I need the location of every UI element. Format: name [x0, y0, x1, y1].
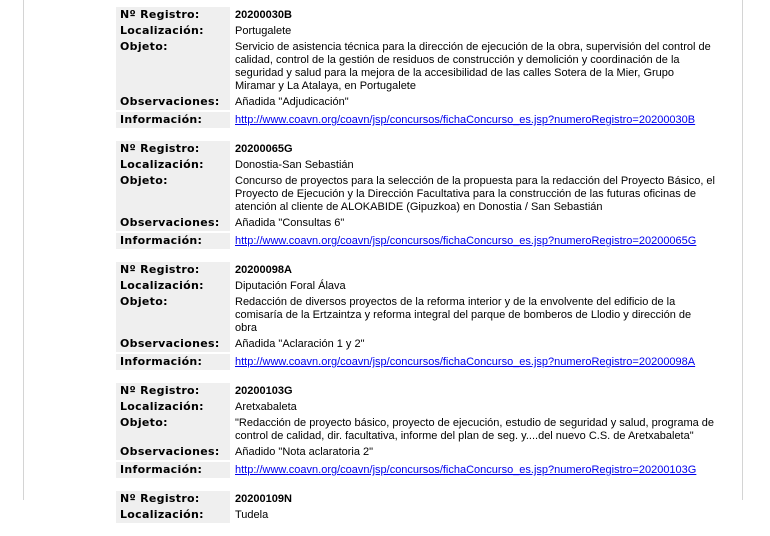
label-localizacion: Localización: — [116, 278, 230, 294]
record-row-objeto — [116, 39, 716, 94]
value-localizacion: Aretxabaleta — [235, 401, 297, 413]
label-informacion: Información: — [116, 462, 230, 478]
label-objeto: Objeto: — [116, 294, 230, 336]
label-registro: Nº Registro: — [116, 383, 230, 399]
value-informacion — [230, 112, 716, 128]
value-localizacion: Portugalete — [235, 25, 292, 37]
value-observaciones: Añadida "Aclaración 1 y 2" — [235, 338, 365, 350]
value-registro: 20200030B — [235, 9, 292, 21]
value-objeto: Servicio de asistencia técnica para la dirección de ejecución de la obra, supervisión del control de calidad, control de la gestión de residuos de construcción y demolición y coordinación de la seguridad y salud para la mejora de la accesibilidad de las calles Sotera de la Mier, Grupo Miramar y La Atalaya, en Portugalete — [235, 41, 711, 92]
label-objeto: Objeto: — [116, 415, 230, 444]
record-row-observaciones — [116, 215, 716, 231]
records-list — [116, 7, 716, 536]
record-row-objeto — [116, 415, 716, 444]
info-link[interactable]: http://www.coavn.org/coavn/jsp/concursos/fichaConcurso_es.jsp?numeroRegistro=20200065G — [235, 235, 697, 247]
record-row-localizacion — [116, 399, 716, 415]
value-objeto: Redacción de diversos proyectos de la reforma interior y de la envolvente del edificio de la comisaría de la Ertzaintza y reforma integral del parque de bomberos de Llodio y dirección de obra — [235, 296, 692, 334]
record-row-objeto — [116, 294, 716, 336]
label-informacion: Información: — [116, 112, 230, 128]
value-observaciones: Añadida "Consultas 6" — [235, 217, 345, 229]
record-item — [116, 141, 716, 249]
value-localizacion: Diputación Foral Álava — [235, 280, 346, 292]
record-row-informacion — [116, 233, 716, 249]
label-observaciones: Observaciones: — [116, 94, 230, 110]
label-informacion: Información: — [116, 354, 230, 370]
record-row-localizacion — [116, 23, 716, 39]
value-observaciones: Añadido "Nota aclaratoria 2" — [235, 446, 374, 458]
value-informacion — [230, 233, 716, 249]
label-observaciones: Observaciones: — [116, 444, 230, 460]
label-registro: Nº Registro: — [116, 141, 230, 157]
record-item — [116, 491, 716, 523]
record-row-objeto — [116, 173, 716, 215]
value-informacion — [230, 354, 716, 370]
value-registro: 20200065G — [235, 143, 293, 155]
value-localizacion: Donostia-San Sebastián — [235, 159, 354, 171]
record-item — [116, 7, 716, 128]
record-row-informacion — [116, 112, 716, 128]
value-informacion — [230, 462, 716, 478]
page-container — [23, 0, 743, 521]
label-observaciones: Observaciones: — [116, 215, 230, 231]
record-row-registro — [116, 141, 716, 157]
label-registro: Nº Registro: — [116, 7, 230, 23]
value-localizacion: Tudela — [235, 509, 269, 521]
label-localizacion: Localización: — [116, 23, 230, 39]
label-localizacion: Localización: — [116, 507, 230, 523]
record-item — [116, 383, 716, 478]
label-localizacion: Localización: — [116, 399, 230, 415]
record-item — [116, 262, 716, 370]
record-row-localizacion — [116, 507, 716, 523]
label-objeto: Objeto: — [116, 173, 230, 215]
record-row-observaciones — [116, 94, 716, 110]
record-row-localizacion — [116, 278, 716, 294]
record-row-observaciones — [116, 336, 716, 352]
record-row-registro — [116, 491, 716, 507]
record-row-registro — [116, 262, 716, 278]
record-row-observaciones — [116, 444, 716, 460]
value-objeto: Concurso de proyectos para la selección de la propuesta para la redacción del Proyecto Básico, el Proyecto de Ejecución y la Dirección Facultativa para la construcción de las futuras oficinas de atención al cliente de ALOKABIDE (Gipuzkoa) en Donostia / San Sebastián — [235, 175, 715, 213]
value-observaciones: Añadida "Adjudicación" — [235, 96, 349, 108]
label-informacion: Información: — [116, 233, 230, 249]
value-registro: 20200109N — [235, 493, 292, 505]
info-link[interactable]: http://www.coavn.org/coavn/jsp/concursos/fichaConcurso_es.jsp?numeroRegistro=20200030B — [235, 114, 696, 126]
label-localizacion: Localización: — [116, 157, 230, 173]
record-row-localizacion — [116, 157, 716, 173]
value-registro: 20200103G — [235, 385, 293, 397]
label-registro: Nº Registro: — [116, 491, 230, 507]
record-row-registro — [116, 7, 716, 23]
value-registro: 20200098A — [235, 264, 292, 276]
info-link[interactable]: http://www.coavn.org/coavn/jsp/concursos/fichaConcurso_es.jsp?numeroRegistro=20200098A — [235, 356, 696, 368]
record-row-informacion — [116, 354, 716, 370]
label-registro: Nº Registro: — [116, 262, 230, 278]
info-link[interactable]: http://www.coavn.org/coavn/jsp/concursos/fichaConcurso_es.jsp?numeroRegistro=20200103G — [235, 464, 697, 476]
record-row-registro — [116, 383, 716, 399]
label-observaciones: Observaciones: — [116, 336, 230, 352]
value-objeto: "Redacción de proyecto básico, proyecto de ejecución, estudio de seguridad y salud, programa de control de calidad, dir. facultativa, informe del plan de seg. y....del nuevo C.S. de Aretxabaleta" — [235, 417, 715, 442]
label-objeto: Objeto: — [116, 39, 230, 94]
record-row-informacion — [116, 462, 716, 478]
